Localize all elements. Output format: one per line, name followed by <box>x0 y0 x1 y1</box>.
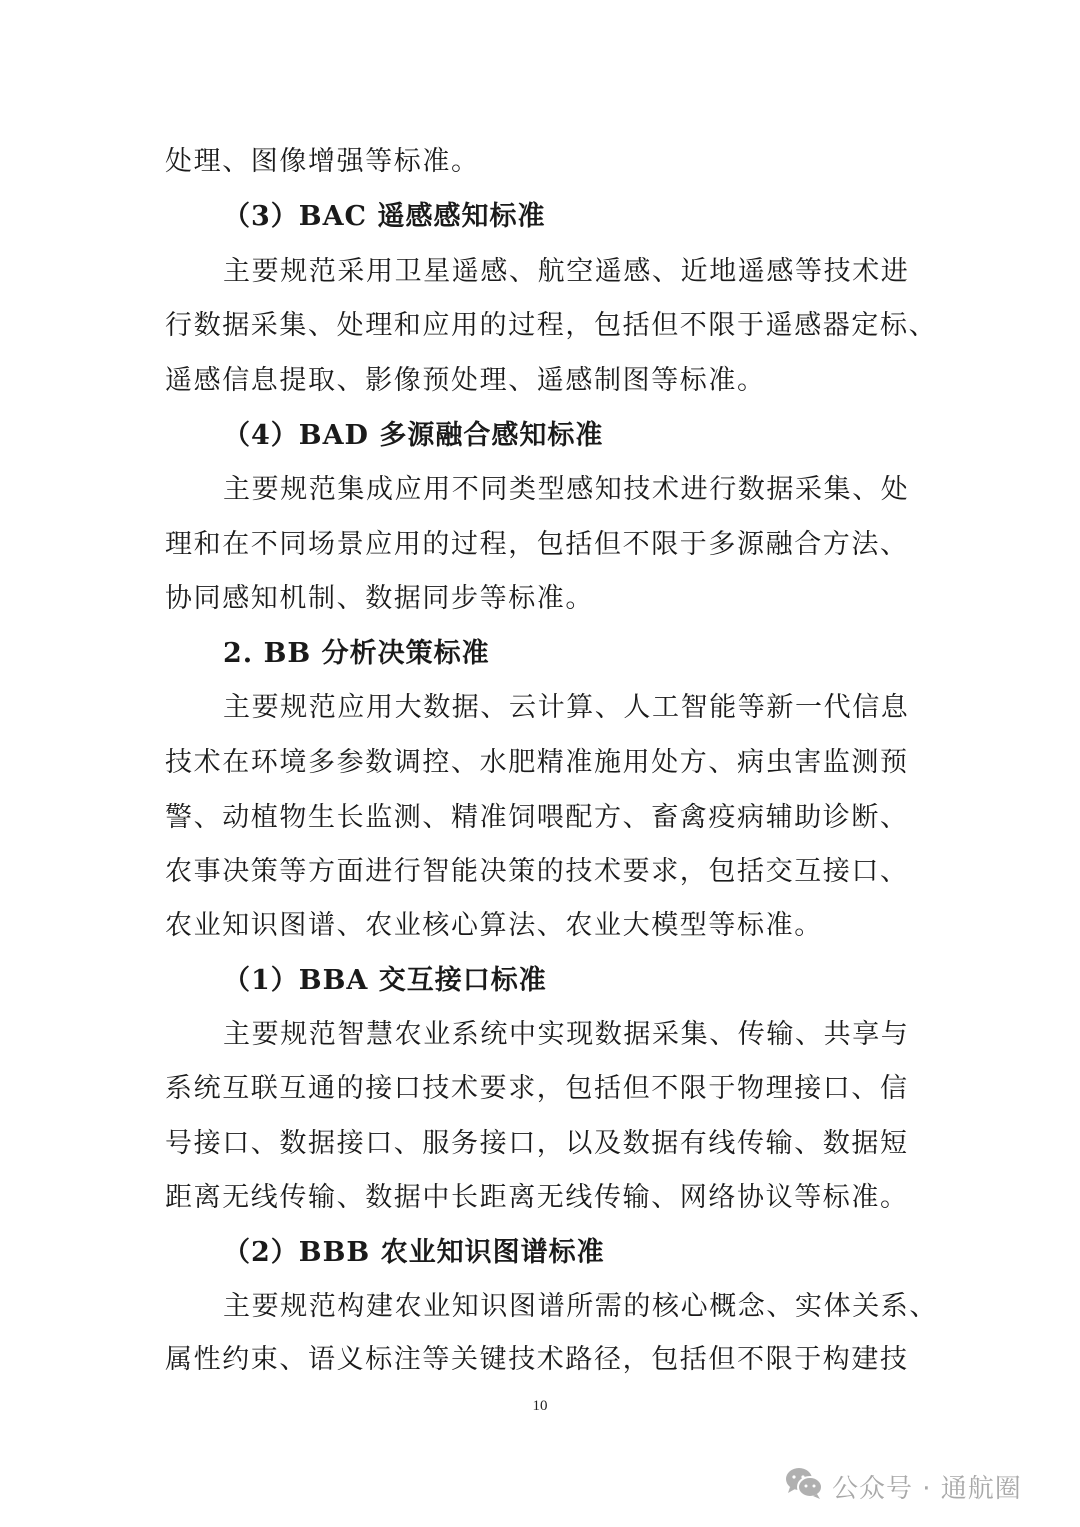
paragraph-first-line: 主要规范构建农业知识图谱所需的核心概念、实体关系、 <box>223 1291 938 1322</box>
body-text-line: 距离无线传输、数据中长距离无线传输、网络协议等标准。 <box>165 1182 909 1213</box>
body-text-line: 技术在环境多参数调控、水肥精准施用处方、病虫害监测预 <box>165 747 909 778</box>
body-text-line: 号接口、数据接口、服务接口，以及数据有线传输、数据短 <box>165 1128 909 1159</box>
watermark-text: 公众号 · 通航圈 <box>832 1473 1022 1504</box>
paragraph-first-line: 主要规范应用大数据、云计算、人工智能等新一代信息 <box>223 692 910 723</box>
paragraph-first-line: 主要规范集成应用不同类型感知技术进行数据采集、处 <box>223 474 910 505</box>
body-text-line: 农事决策等方面进行智能决策的技术要求，包括交互接口、 <box>165 856 909 887</box>
section-heading-bbb: （2）BBB 农业知识图谱标准 <box>223 1237 605 1268</box>
section-heading-bac: （3）BAC 遥感感知标准 <box>223 201 546 232</box>
body-text-line: 遥感信息提取、影像预处理、遥感制图等标准。 <box>165 365 766 396</box>
section-heading-bb: 2. BB 分析决策标准 <box>223 638 490 669</box>
body-text-line: 行数据采集、处理和应用的过程，包括但不限于遥感器定标、 <box>165 310 938 341</box>
body-text-line: 处理、图像增强等标准。 <box>165 146 480 177</box>
paragraph-first-line: 主要规范智慧农业系统中实现数据采集、传输、共享与 <box>223 1019 910 1050</box>
body-text-line: 系统互联互通的接口技术要求，包括但不限于物理接口、信 <box>165 1073 909 1104</box>
watermark <box>784 1466 1022 1506</box>
page-number: 10 <box>532 1398 548 1414</box>
section-heading-bba: （1）BBA 交互接口标准 <box>223 965 547 996</box>
body-text-line: 农业知识图谱、农业核心算法、农业大模型等标准。 <box>165 910 823 941</box>
body-text-line: 理和在不同场景应用的过程，包括但不限于多源融合方法、 <box>165 529 909 560</box>
paragraph-first-line: 主要规范采用卫星遥感、航空遥感、近地遥感等技术进 <box>223 256 910 287</box>
wechat-icon <box>784 1466 832 1507</box>
body-text-line: 协同感知机制、数据同步等标准。 <box>165 583 594 614</box>
body-text-line: 属性约束、语义标注等关键技术路径，包括但不限于构建技 <box>165 1344 909 1375</box>
section-heading-bad: （4）BAD 多源融合感知标准 <box>223 420 604 451</box>
body-text-line: 警、动植物生长监测、精准饲喂配方、畜禽疫病辅助诊断、 <box>165 802 909 833</box>
